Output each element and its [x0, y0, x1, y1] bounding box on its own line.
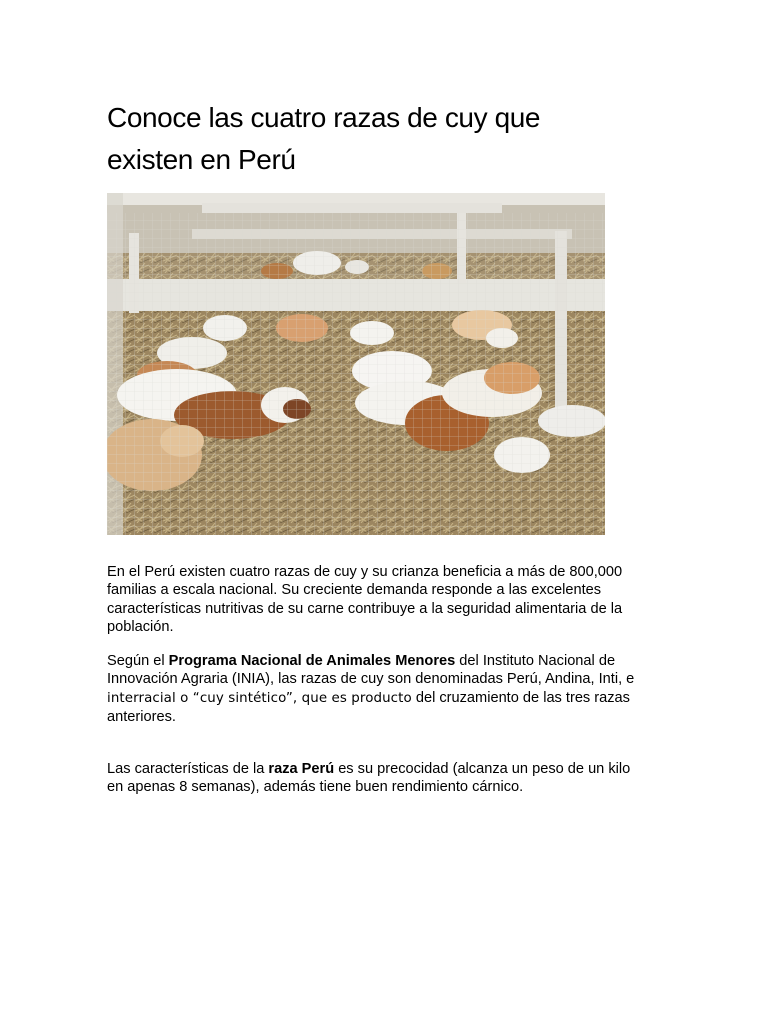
paragraph-raza-peru [107, 760, 647, 797]
p2-prefix: Según el [107, 653, 169, 669]
p2-bold-program: Programa Nacional de Animales Menores [168, 653, 456, 669]
p3-bold-raza: raza Perú [268, 761, 335, 777]
paragraph-intro: En el Perú existen cuatro razas de cuy y su crianza beneficia a más de 800,000 familias a escala nacional. Su creciente demanda responde a las excelentes características nutritivas de su carne contribuye a la seguridad alimentaria de la población. [107, 564, 623, 636]
paragraph-inia [107, 652, 647, 727]
p2-suffix: del cruzamiento de las tres razas anteriores. [107, 689, 630, 726]
p3-prefix: Las características de la [107, 761, 269, 777]
title-line-1: Conoce las cuatro razas de cuy que [107, 102, 541, 133]
p3-suffix: es su precocidad (alcanza un peso de un kilo en apenas 8 semanas), además tiene buen rendimiento cárnico. [107, 761, 631, 796]
article-title [107, 97, 667, 181]
title-line-2: existen en Perú [107, 144, 296, 175]
guinea-pig-pen-photo [107, 193, 605, 535]
p2-alt-font-text: interracial o “cuy sintético”, que es producto [107, 690, 412, 706]
p2-middle: del Instituto Nacional de Innovación Agraria (INIA), las razas de cuy son denominadas Perú, Andina, Inti, e [107, 653, 635, 688]
